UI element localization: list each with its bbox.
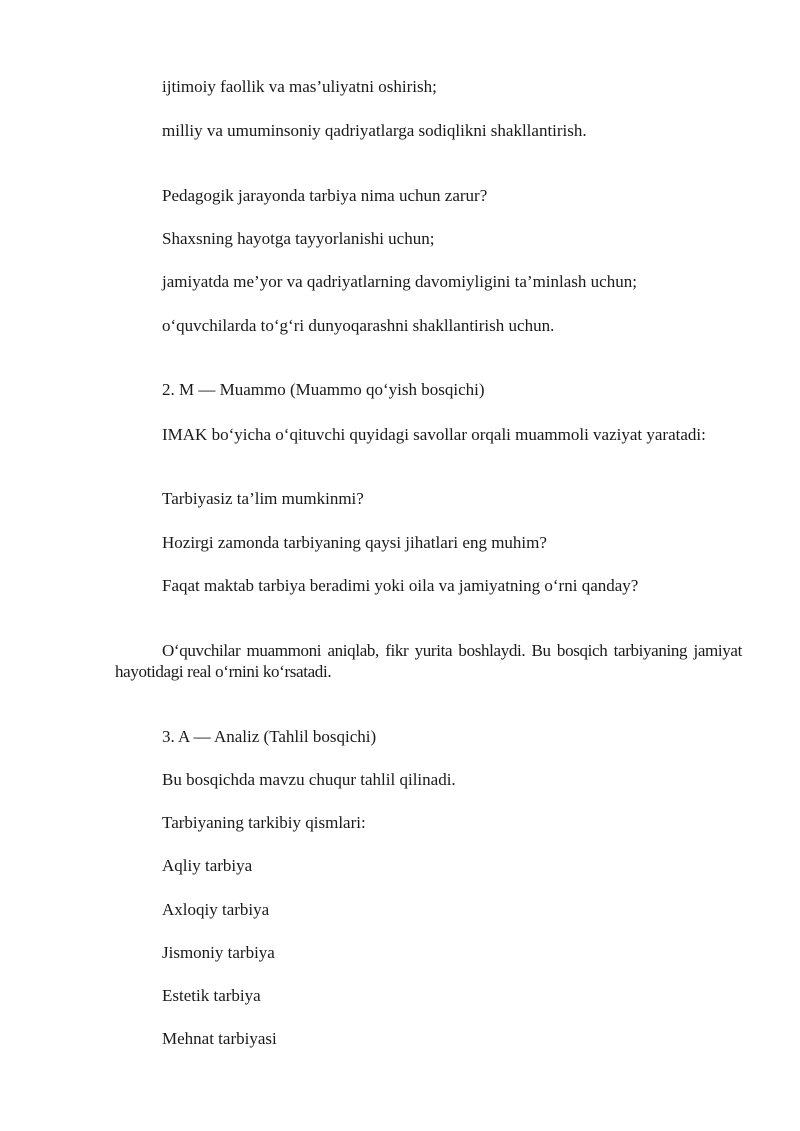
paragraph: jamiyatda me’yor va qadriyatlarning davomiyligini ta’minlash uchun; [162,272,637,291]
paragraph: Tarbiyasiz ta’lim mumkinmi? [162,489,364,508]
section-heading: 2. M — Muammo (Muammo qo‘yish bosqichi) [162,380,485,399]
paragraph: o‘quvchilarda to‘g‘ri dunyoqarashni shakllantirish uchun. [162,316,555,335]
paragraph: O‘quvchilar muammoni aniqlab, fikr yurita boshlaydi. Bu bosqich tarbiyaning jamiyat hayotidagi real o‘rnini ko‘rsatadi. [115,641,742,681]
paragraph: Hozirgi zamonda tarbiyaning qaysi jihatlari eng muhim? [162,533,547,552]
paragraph: Tarbiyaning tarkibiy qismlari: [162,813,366,832]
paragraph: Shaxsning hayotga tayyorlanishi uchun; [162,229,435,248]
list-item: Axloqiy tarbiya [162,900,270,919]
paragraph: Bu bosqichda mavzu chuqur tahlil qilinadi. [162,770,456,789]
list-item: Mehnat tarbiyasi [162,1029,277,1048]
list-item: Estetik tarbiya [162,986,261,1005]
paragraph: Faqat maktab tarbiya beradimi yoki oila va jamiyatning o‘rni qanday? [162,576,639,595]
section-heading: 3. A — Analiz (Tahlil bosqichi) [162,727,377,746]
paragraph: IMAK bo‘yicha o‘qituvchi quyidagi savollar orqali muammoli vaziyat yaratadi: [162,425,706,444]
paragraph: ijtimoiy faollik va mas’uliyatni oshirish; [162,77,437,96]
list-item: Aqliy tarbiya [162,856,253,875]
paragraph: milliy va umuminsoniy qadriyatlarga sodiqlikni shakllantirish. [162,121,587,140]
paragraph: Pedagogik jarayonda tarbiya nima uchun zarur? [162,186,488,205]
list-item: Jismoniy tarbiya [162,943,275,962]
